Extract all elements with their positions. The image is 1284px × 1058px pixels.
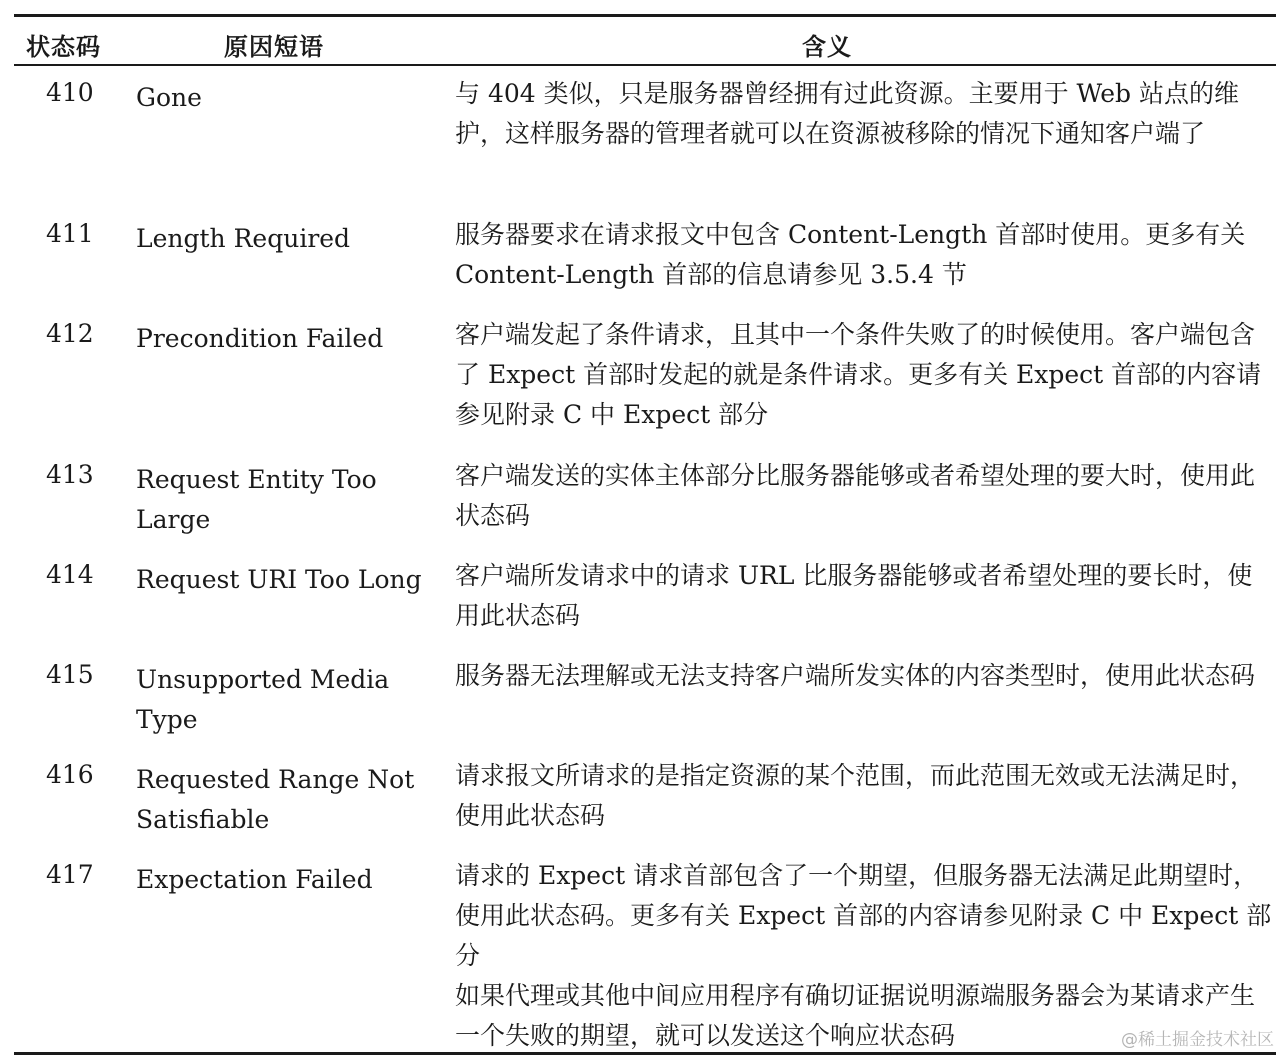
table-header-rule — [14, 64, 1276, 66]
status-code-table — [14, 14, 1276, 66]
row-code: 411 — [46, 219, 94, 248]
row-description: 请求报文所请求的是指定资源的某个范围，而此范围无效或无法满足时，使用此状态码 — [455, 761, 1256, 830]
row-description: 客户端所发请求中的请求 URL 比服务器能够或者希望处理的要长时，使用此状态码 — [455, 561, 1253, 630]
row-code: 410 — [46, 78, 94, 107]
row-code: 417 — [46, 860, 94, 889]
row-phrase: Gone — [136, 83, 202, 112]
row-description: 请求的 Expect 请求首部包含了一个期望，但服务器无法满足此期望时，使用此状态码。更多有关 Expect 首部的内容请参见附录 C 中 Expect 部分 如果代理或其他中间应用程序有确切证据说明源端服务器会为某请求产生一个失败的期望，就可以发送这个响应状态码 — [455, 861, 1272, 1050]
row-phrase: Requested Range Not Satisfiable — [136, 765, 415, 834]
header-status-code: 状态码 — [26, 33, 101, 61]
row-description: 服务器要求在请求报文中包含 Content-Length 首部时使用。更多有关 Content-Length 首部的信息请参见 3.5.4 节 — [455, 220, 1254, 289]
row-code: 414 — [46, 560, 94, 589]
watermark: @稀土掘金技术社区 — [1121, 1030, 1274, 1050]
row-phrase: Expectation Failed — [136, 865, 373, 894]
table-header — [14, 17, 1276, 64]
row-description: 服务器无法理解或无法支持客户端所发实体的内容类型时，使用此状态码 — [455, 661, 1256, 690]
row-description: 客户端发送的实体主体部分比服务器能够或者希望处理的要大时，使用此状态码 — [455, 461, 1256, 530]
row-code: 412 — [46, 319, 94, 348]
header-meaning: 含义 — [802, 33, 852, 61]
header-reason-phrase: 原因短语 — [224, 33, 324, 61]
row-description: 客户端发起了条件请求，且其中一个条件失败了的时候使用。客户端包含了 Expect 首部时发起的就是条件请求。更多有关 Expect 首部的内容请参见附录 C 中 Expect 部分 — [455, 320, 1262, 429]
row-code: 416 — [46, 760, 94, 789]
row-phrase: Unsupported Media Type — [136, 665, 390, 734]
row-phrase: Precondition Failed — [136, 324, 384, 353]
row-phrase: Request URI Too Long — [136, 565, 422, 594]
row-description: 与 404 类似，只是服务器曾经拥有过此资源。主要用于 Web 站点的维护，这样服务器的管理者就可以在资源被移除的情况下通知客户端了 — [455, 79, 1239, 148]
row-code: 415 — [46, 660, 94, 689]
row-phrase: Length Required — [136, 224, 351, 253]
row-code: 413 — [46, 460, 94, 489]
table-bottom-rule — [14, 1052, 1276, 1055]
row-phrase: Request Entity Too Large — [136, 465, 377, 534]
